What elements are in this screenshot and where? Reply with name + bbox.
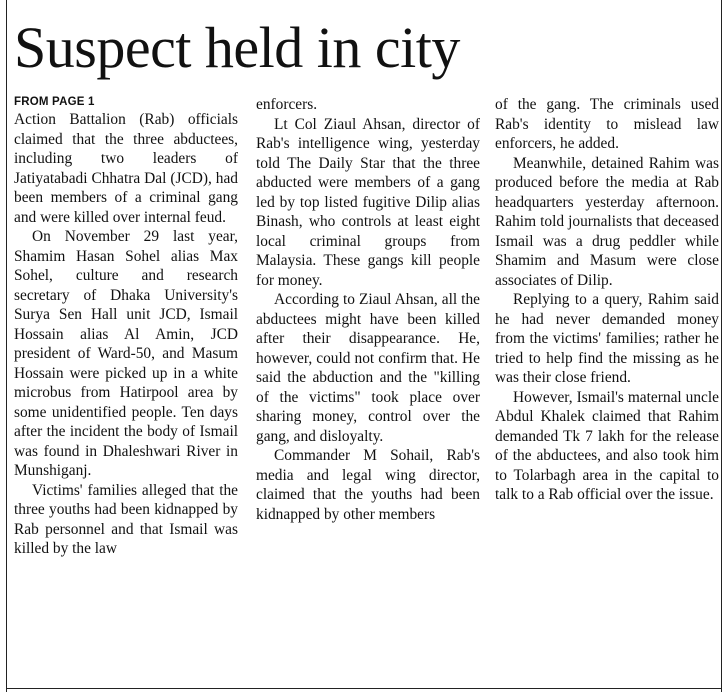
article-column-2	[256, 95, 480, 687]
paragraph: Meanwhile, detained Rahim was produced before the media at Rab headquarters yesterday afternoon. Rahim told journalists that deceased Ismail was a drug peddler while Shamim and Masum were close associates of Dilip.	[495, 154, 719, 289]
paragraph: According to Ziaul Ahsan, all the abductees might have been killed after their disappearance. He, however, could not confirm that. He said the abduction and the "killing of the victims" took place over sharing money, control over the gang, and disloyalty.	[256, 291, 480, 445]
headline: Suspect held in city	[14, 15, 460, 80]
bottom-rule	[6, 688, 722, 689]
article-column-3	[495, 95, 719, 687]
paragraph: However, Ismail's maternal uncle Abdul Khalek claimed that Rahim demanded Tk 7 lakh for the release of the abductees, and also took him to Tolarbagh area in the capital to talk to a Rab official over the issue.	[495, 388, 719, 503]
paragraph: of the gang. The criminals used Rab's identity to mislead law enforcers, he added.	[495, 96, 719, 152]
article-column-1	[14, 95, 238, 687]
paragraph: enforcers.	[256, 96, 318, 113]
paragraph: Replying to a query, Rahim said he had never demanded money from the victims' families; rather he tried to help find the missing as he was their close friend.	[495, 291, 719, 386]
paragraph: Commander M Sohail, Rab's media and legal wing director, claimed that the youths had been kidnapped by other members	[256, 447, 480, 523]
column-rule-right	[721, 0, 722, 692]
paragraph: Action Battalion (Rab) officials claimed that the three abductees, including two leaders of Jatiyatabadi Chhatra Dal (JCD), had been members of a criminal gang and were killed over internal feud.	[14, 111, 238, 226]
paragraph: Lt Col Ziaul Ahsan, director of Rab's intelligence wing, yesterday told The Daily Star that the three abducted were members of a gang led by top listed fugitive Dilip alias Binash, who controls at least eight local criminal groups from Malaysia. These gangs kill people for money.	[256, 115, 480, 289]
kicker: FROM PAGE 1	[14, 96, 95, 108]
column-rule-left	[6, 0, 7, 692]
paragraph: Victims' families alleged that the three youths had been kidnapped by Rab personnel and that Ismail was killed by the law	[14, 481, 238, 557]
paragraph: On November 29 last year, Shamim Hasan Sohel alias Max Sohel, culture and research secretary of Dhaka University's Surya Sen Hall unit JCD, Ismail Hossain alias Al Amin, JCD president of Ward-50, and Masum Hossain were picked up in a white microbus from Hatirpool area by some unidentified people. Ten days after the incident the body of Ismail was found in Dhaleshwari River in Munshiganj.	[14, 228, 238, 479]
